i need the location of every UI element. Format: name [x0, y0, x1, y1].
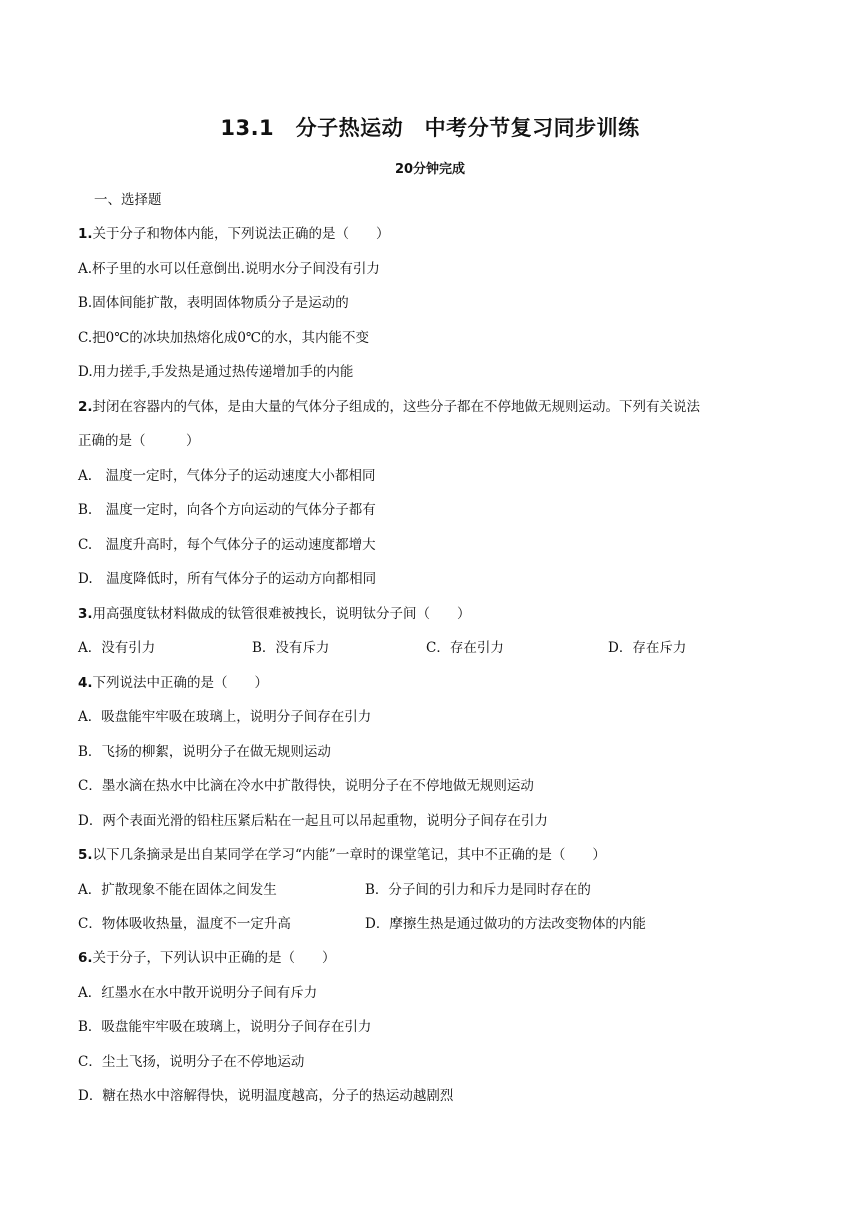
section-heading: 一、选择题	[94, 192, 162, 208]
question-2-stem-continued: 正确的是（ ）	[78, 433, 200, 449]
page-subtitle: 20分钟完成	[394, 162, 466, 177]
question-1-option-c: C.把0℃的冰块加热熔化成0℃的水，其内能不变	[78, 330, 370, 346]
question-2-option-d: D. 温度降低时，所有气体分子的运动方向都相同	[78, 571, 377, 587]
question-2-stem	[78, 397, 700, 417]
question-5-option-c: C．物体吸收热量，温度不一定升高	[78, 916, 291, 932]
question-3-option-c: C．存在引力	[426, 640, 504, 656]
question-6-stem	[78, 948, 336, 968]
question-1-stem	[78, 224, 390, 244]
question-4-stem	[78, 673, 268, 693]
question-text: 关于分子，下列认识中正确的是（ ）	[92, 950, 336, 966]
question-5-option-a: A．扩散现象不能在固体之间发生	[78, 882, 277, 898]
question-4-option-d: D．两个表面光滑的铅柱压紧后粘在一起且可以吊起重物，说明分子间存在引力	[78, 813, 548, 829]
question-4-option-b: B．飞扬的柳絮，说明分子在做无规则运动	[78, 744, 331, 760]
question-5-option-b: B．分子间的引力和斥力是同时存在的	[365, 882, 591, 898]
question-number: 3.	[78, 606, 93, 622]
question-2-option-a: A. 温度一定时，气体分子的运动速度大小都相同	[78, 468, 376, 484]
question-number: 2.	[78, 399, 93, 415]
question-text: 下列说法中正确的是（ ）	[92, 675, 269, 691]
question-6-option-c: C．尘土飞扬，说明分子在不停地运动	[78, 1054, 305, 1070]
question-3-option-a: A．没有引力	[78, 640, 156, 656]
question-2-option-c: C. 温度升高时，每个气体分子的运动速度都增大	[78, 537, 376, 553]
question-1-option-d: D.用力搓手,手发热是通过热传递增加手的内能	[78, 364, 354, 380]
question-text: 封闭在容器内的气体，是由大量的气体分子组成的，这些分子都在不停地做无规则运动。下列有关说法	[92, 399, 701, 415]
question-number: 5.	[78, 847, 93, 863]
question-text: 关于分子和物体内能，下列说法正确的是（ ）	[92, 226, 390, 242]
question-6-option-b: B．吸盘能牢牢吸在玻璃上，说明分子间存在引力	[78, 1019, 372, 1035]
question-5-stem	[78, 845, 606, 865]
question-6-option-d: D．糖在热水中溶解得快，说明温度越高，分子的热运动越剧烈	[78, 1088, 454, 1104]
question-1-option-b: B.固体间能扩散，表明固体物质分子是运动的	[78, 295, 349, 311]
question-3-stem	[78, 604, 471, 624]
question-2-option-b: B. 温度一定时，向各个方向运动的气体分子都有	[78, 502, 376, 518]
question-5-option-d: D．摩擦生热是通过做功的方法改变物体的内能	[365, 916, 646, 932]
question-number: 4.	[78, 675, 93, 691]
question-number: 6.	[78, 950, 93, 966]
page-title: 13.1 分子热运动 中考分节复习同步训练	[220, 116, 640, 140]
question-1-option-a: A.杯子里的水可以任意倒出.说明水分子间没有引力	[78, 261, 380, 277]
question-6-option-a: A．红墨水在水中散开说明分子间有斥力	[78, 985, 318, 1001]
question-text: 以下几条摘录是出自某同学在学习“内能”一章时的课堂笔记，其中不正确的是（ ）	[92, 847, 606, 863]
question-4-option-c: C．墨水滴在热水中比滴在冷水中扩散得快，说明分子在不停地做无规则运动	[78, 778, 534, 794]
question-3-option-d: D．存在斥力	[608, 640, 687, 656]
question-4-option-a: A．吸盘能牢牢吸在玻璃上，说明分子间存在引力	[78, 709, 372, 725]
question-number: 1.	[78, 226, 93, 242]
question-3-option-b: B．没有斥力	[252, 640, 330, 656]
question-text: 用高强度钛材料做成的钛管很难被拽长，说明钛分子间（ ）	[92, 606, 471, 622]
